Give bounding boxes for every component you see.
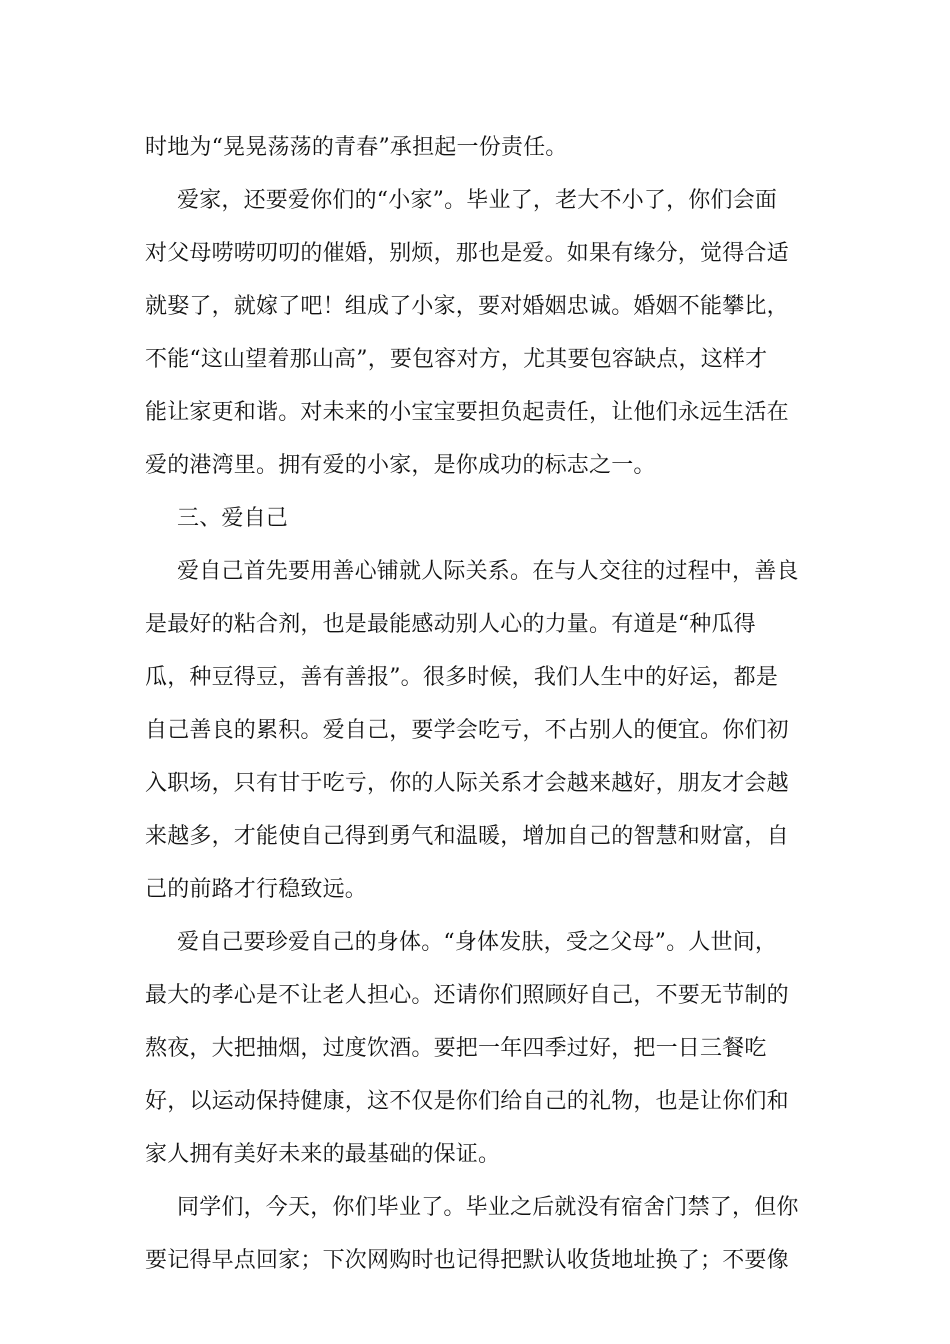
paragraph-start-line: 爱自己要珍爱自己的身体。“身体发肤，受之父母”。人世间，	[177, 930, 778, 955]
text-line: 爱的港湾里。拥有爱的小家，是你成功的标志之一。	[145, 453, 656, 478]
text-line: 不能“这山望着那山高”，要包容对方，尤其要包容缺点，这样才	[145, 347, 768, 372]
text-line: 熬夜，大把抽烟，过度饮酒。要把一年四季过好，把一日三餐吃	[145, 1036, 767, 1061]
text-line: 来越多，才能使自己得到勇气和温暖，增加自己的智慧和财富，自	[145, 824, 789, 849]
paragraph-start-line: 爱自己首先要用善心铺就人际关系。在与人交往的过程中，善良	[177, 559, 799, 584]
text-line: 就娶了，就嫁了吧！组成了小家，要对婚姻忠诚。婚姻不能攀比，	[145, 294, 789, 319]
text-line: 最大的孝心是不让老人担心。还请你们照顾好自己，不要无节制的	[145, 983, 789, 1008]
text-line: 对父母唠唠叨叨的催婚，别烦，那也是爱。如果有缘分，觉得合适	[145, 241, 789, 266]
paragraph-start-line: 同学们，今天，你们毕业了。毕业之后就没有宿舍门禁了，但你	[177, 1195, 799, 1220]
text-line: 是最好的粘合剂，也是最能感动别人心的力量。有道是“种瓜得	[145, 612, 756, 637]
text-line: 己的前路才行稳致远。	[145, 877, 368, 902]
text-line: 自己善良的累积。爱自己，要学会吃亏，不占别人的便宜。你们初	[145, 718, 789, 743]
text-line: 入职场，只有甘于吃亏，你的人际关系才会越来越好，朋友才会越	[145, 771, 789, 796]
text-line: 时地为“晃晃荡荡的青春”承担起一份责任。	[145, 135, 568, 160]
text-line: 能让家更和谐。对未来的小宝宝要担负起责任，让他们永远生活在	[145, 400, 789, 425]
paragraph-start-line: 爱家，还要爱你们的“小家”。毕业了，老大不小了，你们会面	[177, 188, 778, 213]
section-heading: 三、爱自己	[177, 506, 289, 531]
text-line: 好，以运动保持健康，这不仅是你们给自己的礼物，也是让你们和	[145, 1089, 789, 1114]
text-line: 家人拥有美好未来的最基础的保证。	[145, 1142, 501, 1167]
text-line: 要记得早点回家；下次网购时也记得把默认收货地址换了；不要像	[145, 1248, 789, 1273]
text-line: 瓜，种豆得豆，善有善报”。很多时候，我们人生中的好运，都是	[145, 665, 779, 690]
